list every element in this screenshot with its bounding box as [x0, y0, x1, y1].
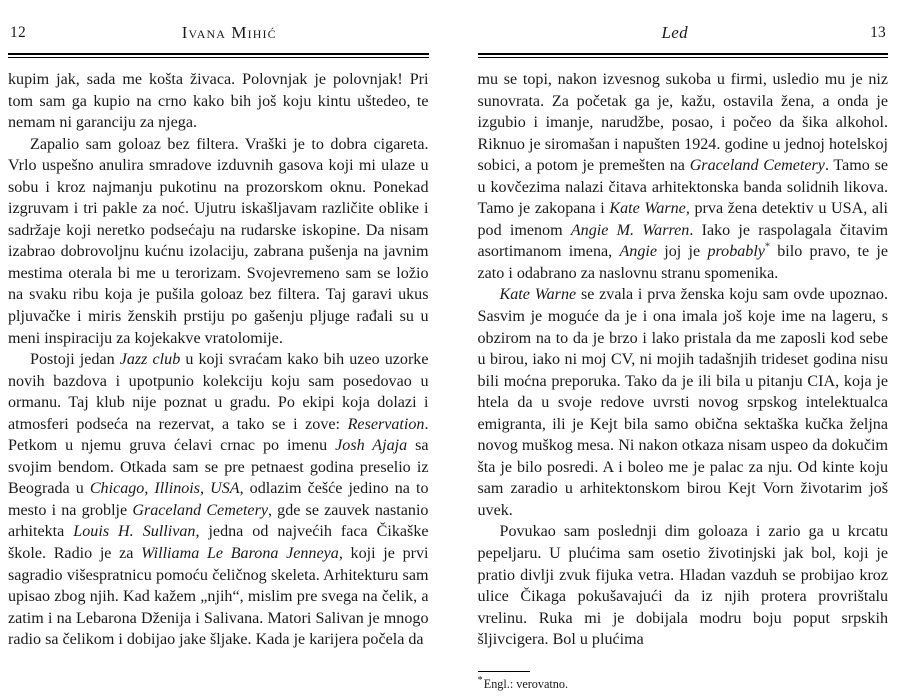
left-running-head [8, 22, 429, 52]
text-run: sa svojim bendom. Otkada sam se pre petnaest godina preselio iz Beograda u [8, 437, 429, 498]
paragraph [8, 69, 429, 134]
right-text-block [478, 69, 889, 651]
italic-run: Chicago, Illinois, USA [89, 480, 240, 498]
italic-run: Reservation [347, 415, 425, 433]
text-run: Povukao sam poslednji dim goloaza i zario ga u krcatu pepeljaru. U plućima sam osetio životinjski jak bol, koji je pratio divlji zvuk fijuka vetra. Hladan vazduh se probijao kroz ulice Čikaga pokušavajući da iz njih protera provrištalu vrelinu. Ruka mi je dobijala modru boju poput srpskih šljivcigera. Bol u plućima [477, 523, 888, 649]
text-run: Postoji jedan [30, 351, 120, 369]
text-run: , jedna od najvećih faca Čikaške škole. Radio je za [8, 523, 429, 563]
text-run: bilo pravo, te je zato i odabrano za naslovnu stranu spomenika. [477, 243, 888, 282]
left-header-rule [8, 53, 429, 58]
paragraph [478, 284, 889, 521]
right-running-head-title-holder [478, 22, 889, 45]
italic-run: probably [707, 243, 765, 261]
left-running-head-title-holder [8, 22, 429, 45]
footnote-text [477, 674, 889, 692]
footnote-marker: * [477, 674, 483, 686]
italic-run: Kate Warne [609, 200, 686, 218]
paragraph [478, 521, 889, 650]
italic-run: Jazz club [119, 351, 181, 369]
text-run: mu se topi, nakon izvesnog sukoba u firmi, usledio mu je niz sunovrata. Za početak ga je, kažu, ostavila žena, a onda je izgubio i imanje, narudžbe, posao, i počeo da šika alkohol. Riknuo je siromašan i napušten 1924. godine u jednoj hotelskoj sobici, a potom je premešten na [477, 71, 888, 175]
text-run: , koji je prvi sagradio višespratnicu pomoću čeličnog skeleta. Arhitekturu sam upisao zbog njih. Kad kažem „njih“, mislim pre svega na čelik, a zatim i na Lebarona Dženija i Salivana. Matori Salivan je mnogo radio sa čelikom i dobijao jake šljake. Kada je karijera počela da [8, 545, 429, 649]
italic-run: Angie [619, 243, 657, 261]
text-run: , odlazim češće jedino na to mesto i na groblje [8, 480, 429, 519]
paragraph [478, 69, 889, 284]
italic-run: Graceland Cemetery [132, 501, 268, 519]
italic-run: Angie M. Warren [570, 221, 690, 239]
text-run: Zapalio sam goloaz bez filtera. Vraški je to dobra cigareta. Vrlo uspešno anulira smradove izduvnih gasova koji mi ulaze u sobu i kroz najmanju pukotinu na prozorskom oknu. Ponekad izgruvam i tri pakle za noć. Ujutru iskašljavam različite oblike i sadržaje koji neretko podsećaju na rudarske iskopine. Da nisam izabrao dobrovoljnu kućnu izolaciju, zabrana pušenja na javnim mestima oterala bi me u terorizam. Svojevremeno sam se ložio na svaku ribu koja je pušila goloaz bez filtera. Taj garavi ukus pljuvačke i miris ženskih prstiju po gašenju pljuge rađali su u meni inspiraciju za kojekakve vratolomije. [8, 135, 429, 347]
right-page-number: 13 [870, 24, 886, 41]
text-run: . Petkom u njemu gruva ćelavi crnac po imenu [8, 415, 429, 455]
right-running-head [478, 22, 889, 52]
italic-run: Graceland Cemetery [689, 157, 825, 175]
footnote-body: Engl.: verovatno. [483, 677, 569, 691]
italic-run: Josh Ajaja [335, 437, 408, 455]
text-run: . Tamo se u kovčezima nalazi čitava arhitektonska banda solidnih likova. Tamo je zakopana i [477, 157, 888, 218]
paragraph [8, 134, 429, 349]
left-text-block [8, 69, 429, 651]
italic-run: Williama Le Barona Jenneya [141, 545, 339, 563]
text-run: u koji svraćam kako bih uzeo uzorke novih bazdova i upotpunio kolekciju koju sam posedovao u ormanu. Taj klub nije poznat u gradu. Po ekipi koja dolazi i atmosferi podseća na rezervat, a tako se i zove: [8, 351, 429, 433]
book-title: Led [661, 23, 688, 42]
footnote-area [478, 671, 889, 692]
right-page [450, 0, 899, 700]
footnote-separator-rule [478, 671, 530, 672]
text-run: , gde se zauvek nastanio arhitekta [8, 501, 429, 541]
text-run: se zvala i prva ženska koju sam ovde upoznao. Sasvim je moguće da je i ona imala još koje ime na lageru, s obzirom na to da je brzo i lako pristala da me zaposli kod sebe u birou, iako ni moj CV, ni mojih tadašnjih trideset godina nisu bili moćna preporuka. Tako da je ili bila u pitanju CIA, koja je htela da u svoje redove uvrsti novog srpskog intelektualca emigranta, ili je Kejt bila samo obična sektaška kučka željna novog muškog mesa. Ni nakon otkaza nisam uspeo da dokučim šta je bilo posredi. A i boleo me je palac za nju. Od kinte koju sam zaradio u arhitektonskom birou Kejt Vorn životarim još uvek. [477, 286, 888, 519]
italic-run: Kate Warne [499, 286, 577, 304]
italic-run: Louis H. Sullivan [73, 523, 196, 541]
text-run: joj je [656, 243, 708, 261]
right-header-rule [478, 53, 889, 58]
text-run: . Iako je raspolagala čitavim asortimanom imena, [477, 221, 889, 261]
footnote-reference-marker: * [764, 242, 770, 254]
paragraph [8, 349, 429, 651]
text-run: kupim jak, sada me košta živaca. Polovnjak je polovnjak! Pri tom sam ga kupio na crno kako bih još koju kintu uštedeo, te nemam ni garanciju za njega. [8, 71, 429, 132]
text-run: , prva žena detektiv u USA, ali pod imenom [477, 200, 888, 239]
author-name: Ivana Mihić [181, 23, 277, 42]
left-page-number: 12 [10, 24, 26, 41]
